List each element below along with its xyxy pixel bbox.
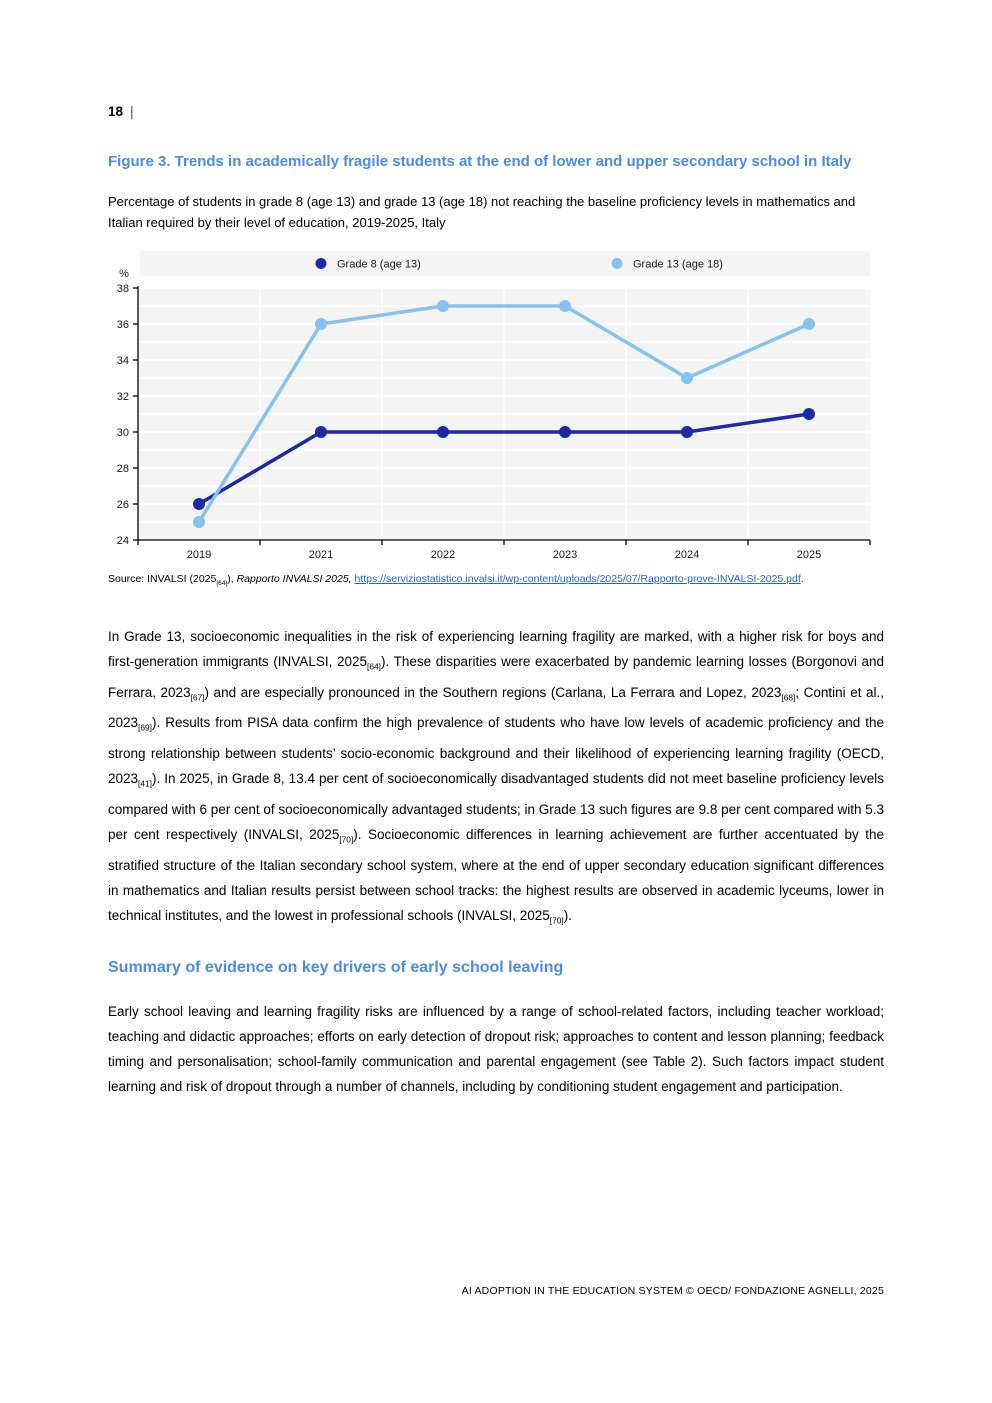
series-0-marker <box>315 426 327 438</box>
x-tick-label: 2019 <box>186 549 212 561</box>
body-paragraph-2: Early school leaving and learning fragility risks are influenced by a range of school-related factors, including teacher workload; teaching and didactic approaches; efforts on early detection of dropout risk; approaches to content and lesson planning; feedback timing and personalisation; school-family communication and parental engagement (see Table 2). Such factors impact student learning and risk of dropout through a number of channels, including by conditioning student engagement and participation. <box>108 1004 884 1095</box>
legend-marker-icon <box>316 258 327 269</box>
y-tick-label: 32 <box>116 391 129 403</box>
x-tick-label: 2025 <box>796 549 822 561</box>
y-tick-label: 26 <box>116 499 129 511</box>
legend-label: Grade 13 (age 18) <box>633 258 723 271</box>
series-1-marker <box>193 516 205 528</box>
body-paragraph-1: In Grade 13, socioeconomic inequalities in the risk of experiencing learning fragility are marked, with a higher risk for boys and first-generation immigrants (INVALSI, $2025_{[64]}$). These disparities were exacerbated by pandemic learning losses (Borgonovi and Ferrara, $2023_{[67]}$) and are especially pronounced in the Southern regions (Carlana, La Ferrara and Lopez, $2023_{[68]}$; Contini et al., $2023_{[69]}$). Results from PISA data confirm the high prevalence of students who have low levels of academic proficiency and the strong relationship between students’ socio-economic background and their likelihood of experiencing learning fragility (OECD, $2023_{[41]}$). In 2025, in Grade 8, 13.4 per cent of socioeconomically disadvantaged students did not meet baseline proficiency levels compared with 6 per cent of socioeconomically advantaged students; in Grade 13 such figures are 9.8 per cent compared with 5.3 per cent respectively (INVALSI, $2025_{[70]}$). Socioeconomic differences in learning achievement are further accentuated by the stratified structure of the Italian secondary school system, where at the end of upper secondary education significant differences in mathematics and Italian results persist between school tracks: the highest results are observed in academic lyceums, lower in technical institutes, and the lowest in professional schools (INVALSI, $2025_{[70]}$). <box>108 629 884 926</box>
y-tick-label: 30 <box>116 427 129 439</box>
figure-subtitle: Percentage of students in grade 8 (age 13) and grade 13 (age 18) not reaching the baseline proficiency levels in mathematics and Italian required by their level of education, 2019-2025, Italy <box>108 194 856 230</box>
series-1-marker <box>315 318 327 330</box>
series-0-marker <box>803 408 815 420</box>
y-tick-label: 28 <box>116 463 129 475</box>
section-heading: Summary of evidence on key drivers of early school leaving <box>108 959 564 977</box>
series-1-marker <box>437 300 449 312</box>
series-0-marker <box>437 426 449 438</box>
series-1-marker <box>803 318 815 330</box>
series-1-marker <box>559 300 571 312</box>
legend-marker-icon <box>612 258 623 269</box>
series-0-marker <box>193 498 205 510</box>
page-header <box>108 0 884 119</box>
page-number-separator: | <box>130 103 134 119</box>
x-tick-label: 2021 <box>308 549 334 561</box>
y-tick-label: 34 <box>116 355 129 367</box>
series-0-marker <box>681 426 693 438</box>
x-tick-label: 2024 <box>674 549 700 561</box>
page-number: 18 <box>108 103 124 119</box>
x-tick-label: 2022 <box>430 549 456 561</box>
series-0-marker <box>559 426 571 438</box>
page-footer: AI ADOPTION IN THE EDUCATION SYSTEM © OECD/ FONDAZIONE AGNELLI, 2025 <box>461 1285 884 1297</box>
x-tick-label: 2023 <box>552 549 578 561</box>
figure3-line-chart <box>110 247 884 563</box>
source-note: Source: INVALSI $(2025_{[64]})$, Rapporto INVALSI 2025, https://serviziostatistico.invalsi.it/wp-content/uploads/2025/07/Rapporto-prove-INVALSI-2025.pdf. <box>108 573 804 588</box>
y-axis-unit-label: % <box>119 268 129 280</box>
y-tick-label: 36 <box>116 319 129 331</box>
chart-svg <box>110 247 884 563</box>
legend-background <box>140 251 870 276</box>
figure-title: Figure 3. Trends in academically fragile students at the end of lower and upper secondary school in Italy <box>108 153 852 170</box>
series-1-marker <box>681 372 693 384</box>
y-tick-label: 24 <box>116 535 129 547</box>
source-link[interactable]: https://serviziostatistico.invalsi.it/wp-content/uploads/2025/07/Rapporto-prove-INVALSI-2025.pdf <box>354 573 801 585</box>
legend-label: Grade 8 (age 13) <box>337 258 421 271</box>
y-tick-label: 38 <box>116 283 129 295</box>
